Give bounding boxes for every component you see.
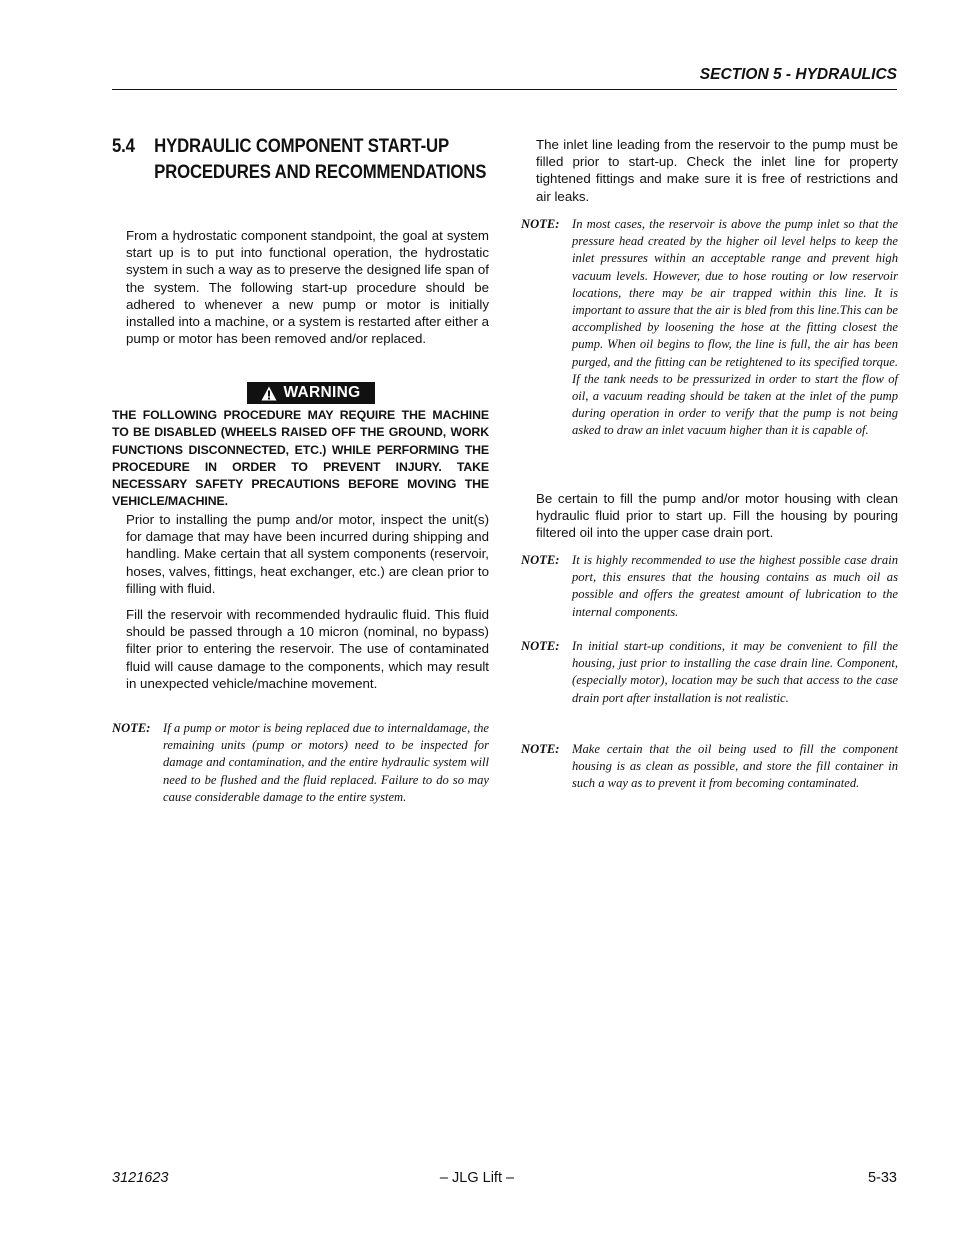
note-text: Make certain that the oil being used to fill the component housing is as clean as possible, and store the fill container in such a way as to prevent it from becoming contaminated. bbox=[572, 742, 898, 791]
section-heading bbox=[112, 133, 499, 185]
section-number: 5.4 bbox=[112, 135, 135, 157]
housing-paragraph: Be certain to fill the pump and/or motor housing with clean hydraulic fluid prior to start up. Fill the housing by pouring filtered oil into the upper case drain port. bbox=[536, 491, 898, 541]
note-text: In initial start-up conditions, it may be convenient to fill the housing, just prior to installing the case drain line. Component, (especially motor), location may be such that access to the case drain port after installation is not realistic. bbox=[572, 639, 898, 705]
note-5 bbox=[521, 741, 898, 793]
warning-triangle-icon bbox=[261, 386, 277, 401]
note-text: It is highly recommended to use the highest possible case drain port, this ensures that the housing contains as much oil as possible and offers the greatest amount of lubrication to the internal components. bbox=[572, 553, 898, 619]
note-label: NOTE: bbox=[521, 553, 560, 567]
section-title-line1: HYDRAULIC COMPONENT START-UP bbox=[154, 135, 450, 157]
section-title-line2: PROCEDURES AND RECOMMENDATIONS bbox=[154, 161, 487, 183]
note-text: In most cases, the reservoir is above the pump inlet so that the pressure head created by the higher oil level helps to keep the inlet pressures within an acceptable range and prevent high vacuum levels. However, due to hose routing or low reservoir locations, there may be air trapped within this line. It is important to assure that the air is bled from this line.This can be accomplished by loosening the hose at the fitting closest the pump. When oil begins to flow, the line is full, the air has been purged, and the fitting can be retightened to its specified torque. If the tank needs to be pressurized in order to start the flow of oil, a vacuum reading should be taken at the inlet of the pump during operation in order to verify that the pump is not being asked to draw an inlet vacuum higher than it is capable of. bbox=[572, 217, 898, 438]
footer-page-number: 5-33 bbox=[867, 1170, 897, 1186]
section-header: SECTION 5 - HYDRAULICS bbox=[699, 66, 897, 83]
fill-paragraph: Fill the reservoir with recommended hydraulic fluid. This fluid should be passed through a 10 micron (nominal, no bypass) filter prior to entering the reservoir. The use of contaminated fluid will cause damage to the components, which may result in unexpected vehicle/machine movement. bbox=[126, 607, 489, 691]
footer-brand: – JLG Lift – bbox=[439, 1170, 515, 1186]
note-label: NOTE: bbox=[521, 217, 560, 231]
warning-text: THE FOLLOWING PROCEDURE MAY REQUIRE THE MACHINE TO BE DISABLED (WHEELS RAISED OFF THE GROUND, WORK FUNCTIONS DISCONNECTED, ETC.) WHILE PERFORMING THE PROCEDURE IN ORDER TO PREVENT INJURY. TAKE NECESSARY SAFETY PRECAUTIONS BEFORE MOVING THE VEHICLE/MACHINE. bbox=[112, 408, 489, 509]
note-4 bbox=[521, 638, 898, 707]
note-2 bbox=[521, 216, 898, 440]
warning-label: WARNING bbox=[283, 384, 361, 401]
note-1 bbox=[112, 720, 489, 806]
footer-doc-number: 3121623 bbox=[112, 1170, 169, 1186]
note-label: NOTE: bbox=[521, 639, 560, 653]
inspect-paragraph: Prior to installing the pump and/or motor, inspect the unit(s) for damage that may have been incurred during shipping and handling. Make certain that all system components (reservoir, hoses, valves, fittings, heat exchanger, etc.) are clean prior to filling with fluid. bbox=[126, 512, 489, 596]
note-3 bbox=[521, 552, 898, 621]
header-rule bbox=[112, 89, 897, 90]
note-label: NOTE: bbox=[521, 742, 560, 756]
note-label: NOTE: bbox=[112, 721, 151, 735]
inlet-paragraph: The inlet line leading from the reservoir to the pump must be filled prior to start-up. Check the inlet line for property tightened fittings and make sure it is free of restrictions and air leaks. bbox=[536, 137, 898, 204]
warning-badge bbox=[247, 382, 375, 404]
note-text: If a pump or motor is being replaced due to internaldamage, the remaining units (pump or motors) need to be inspected for damage and contamination, and the entire hydraulic system will need to be flushed and the fluid replaced. Failure to do so may cause considerable damage to the entire system. bbox=[163, 721, 489, 804]
intro-paragraph: From a hydrostatic component standpoint, the goal at system start up is to put into functional operation, the hydrostatic system in such a way as to preserve the designed life span of the system. The following start-up procedure should be adhered to whenever a new pump or motor is initially installed into a machine, or a system is restarted after either a pump or motor has been removed and/or replaced. bbox=[126, 228, 489, 347]
